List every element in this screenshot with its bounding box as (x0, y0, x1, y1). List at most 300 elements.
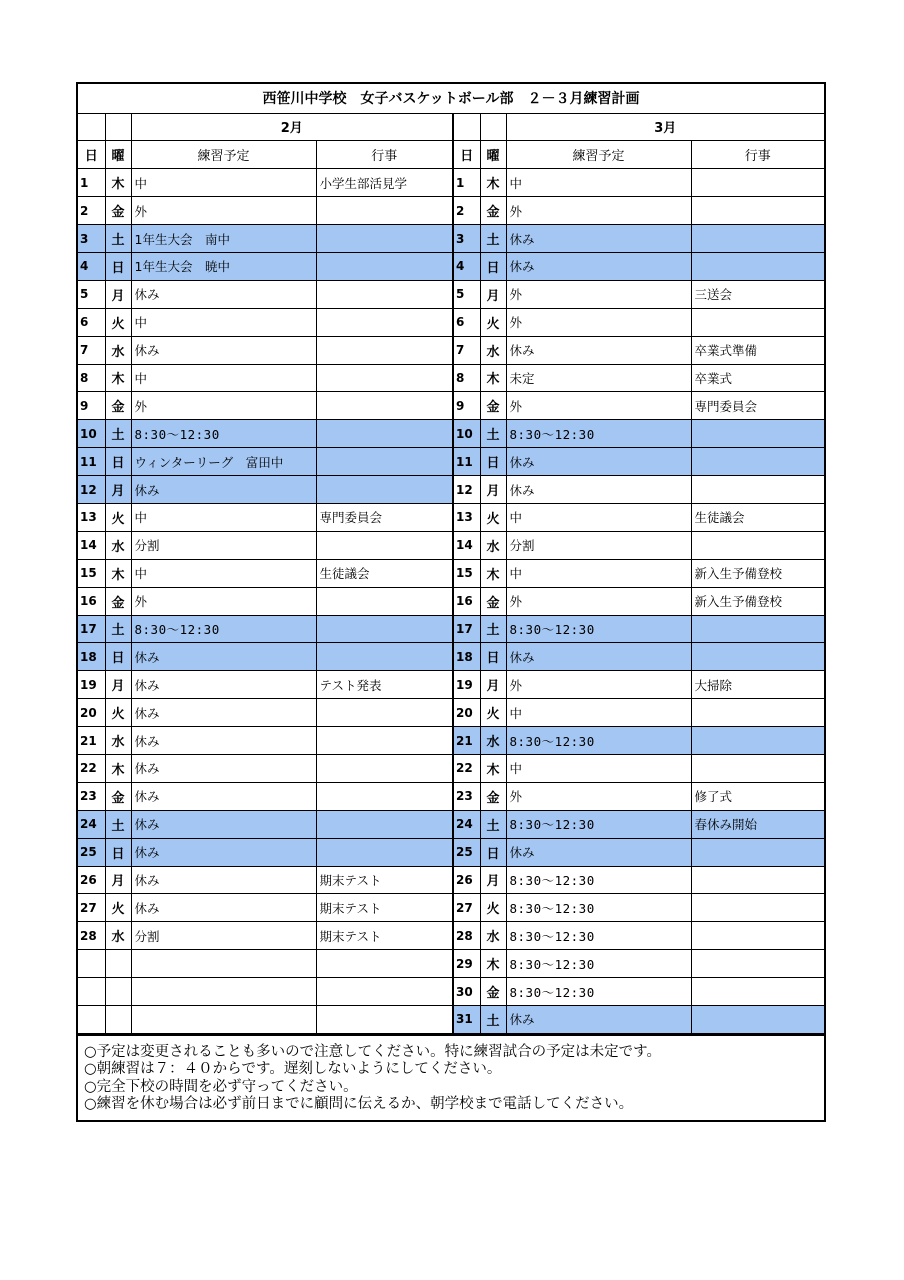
month-spacer (105, 113, 131, 141)
mar-event-cell (691, 448, 824, 476)
mar-day-cell: 20 (453, 699, 480, 727)
month-label-feb: 2月 (131, 113, 453, 141)
feb-plan-cell: 中 (131, 503, 316, 531)
feb-day-cell: 27 (78, 894, 105, 922)
note-line: ○朝練習は７：４０からです。遅刻しないようにしてください。 (84, 1061, 502, 1078)
mar-plan-cell: 分割 (506, 531, 691, 559)
feb-day-cell (78, 1006, 105, 1034)
table-row (78, 950, 824, 978)
feb-event-cell: 期末テスト (316, 894, 453, 922)
feb-day-cell: 25 (78, 838, 105, 866)
feb-day-cell: 6 (78, 308, 105, 336)
feb-weekday-cell: 月 (105, 280, 131, 308)
mar-weekday-cell: 木 (480, 364, 506, 392)
note-line: ○完全下校の時間を必ず守ってください。 (84, 1078, 358, 1095)
table-row (78, 615, 824, 643)
mar-weekday-cell: 木 (480, 559, 506, 587)
mar-weekday-cell: 月 (480, 280, 506, 308)
feb-weekday-cell: 水 (105, 531, 131, 559)
table-row (78, 308, 824, 336)
header-weekday: 曜 (480, 141, 506, 169)
mar-plan-cell: 外 (506, 782, 691, 810)
feb-weekday-cell (105, 1006, 131, 1034)
feb-day-cell: 28 (78, 922, 105, 950)
note-line: ○予定は変更されることも多いので注意してください。特に練習試合の予定は未定です。 (84, 1043, 661, 1060)
mar-plan-cell: 外 (506, 197, 691, 225)
mar-plan-cell: 休み (506, 643, 691, 671)
mar-weekday-cell: 土 (480, 225, 506, 253)
mar-day-cell: 17 (453, 615, 480, 643)
feb-plan-cell: 休み (131, 727, 316, 755)
note-line: ○練習を休む場合は必ず前日までに顧問に伝えるか、朝学校まで電話してください。 (84, 1096, 634, 1113)
table-row (78, 364, 824, 392)
mar-plan-cell: 外 (506, 308, 691, 336)
mar-day-cell: 6 (453, 308, 480, 336)
table-row (78, 894, 824, 922)
mar-plan-cell: 中 (506, 699, 691, 727)
mar-weekday-cell: 水 (480, 922, 506, 950)
feb-day-cell: 14 (78, 531, 105, 559)
mar-event-cell: 大掃除 (691, 671, 824, 699)
mar-plan-cell: 8:30～12:30 (506, 950, 691, 978)
feb-plan-cell: 中 (131, 364, 316, 392)
table-row (78, 978, 824, 1006)
feb-day-cell: 7 (78, 336, 105, 364)
feb-plan-cell: 休み (131, 643, 316, 671)
mar-day-cell: 10 (453, 420, 480, 448)
feb-weekday-cell: 土 (105, 615, 131, 643)
mar-weekday-cell: 金 (480, 587, 506, 615)
table-row (78, 838, 824, 866)
header-plan: 練習予定 (506, 141, 691, 169)
feb-event-cell (316, 754, 453, 782)
table-row (78, 727, 824, 755)
mar-event-cell (691, 699, 824, 727)
table-row (78, 420, 824, 448)
feb-day-cell (78, 978, 105, 1006)
feb-event-cell (316, 448, 453, 476)
mar-weekday-cell: 金 (480, 978, 506, 1006)
feb-plan-cell: 1年生大会 南中 (131, 225, 316, 253)
table-row (78, 392, 824, 420)
mar-weekday-cell: 水 (480, 727, 506, 755)
mar-weekday-cell: 木 (480, 169, 506, 197)
feb-plan-cell: 外 (131, 197, 316, 225)
mar-day-cell: 23 (453, 782, 480, 810)
mar-event-cell (691, 476, 824, 504)
feb-event-cell (316, 782, 453, 810)
feb-plan-cell: 休み (131, 810, 316, 838)
mar-day-cell: 21 (453, 727, 480, 755)
mar-event-cell: 卒業式準備 (691, 336, 824, 364)
mar-day-cell: 27 (453, 894, 480, 922)
mar-plan-cell: 中 (506, 559, 691, 587)
feb-plan-cell: 休み (131, 699, 316, 727)
feb-weekday-cell: 火 (105, 503, 131, 531)
feb-plan-cell (131, 978, 316, 1006)
feb-event-cell (316, 978, 453, 1006)
mar-weekday-cell: 水 (480, 336, 506, 364)
feb-weekday-cell: 火 (105, 894, 131, 922)
table-row (78, 448, 824, 476)
header-event: 行事 (316, 141, 453, 169)
feb-weekday-cell: 土 (105, 420, 131, 448)
table-row (78, 559, 824, 587)
feb-weekday-cell: 土 (105, 225, 131, 253)
mar-weekday-cell: 水 (480, 531, 506, 559)
feb-event-cell (316, 225, 453, 253)
feb-weekday-cell: 月 (105, 866, 131, 894)
mar-plan-cell: 外 (506, 671, 691, 699)
mar-day-cell: 15 (453, 559, 480, 587)
mar-event-cell: 修了式 (691, 782, 824, 810)
table-row (78, 280, 824, 308)
feb-event-cell (316, 810, 453, 838)
feb-plan-cell: ウィンターリーグ 富田中 (131, 448, 316, 476)
mar-weekday-cell: 木 (480, 754, 506, 782)
mar-event-cell (691, 197, 824, 225)
mar-day-cell: 26 (453, 866, 480, 894)
mar-day-cell: 22 (453, 754, 480, 782)
feb-weekday-cell: 日 (105, 448, 131, 476)
feb-plan-cell: 外 (131, 392, 316, 420)
feb-weekday-cell: 日 (105, 643, 131, 671)
mar-plan-cell: 休み (506, 476, 691, 504)
feb-event-cell: 専門委員会 (316, 503, 453, 531)
feb-day-cell: 15 (78, 559, 105, 587)
feb-plan-cell (131, 1006, 316, 1034)
mar-event-cell (691, 225, 824, 253)
feb-plan-cell: 1年生大会 暁中 (131, 252, 316, 280)
feb-event-cell (316, 476, 453, 504)
feb-event-cell (316, 838, 453, 866)
header-event: 行事 (691, 141, 824, 169)
feb-plan-cell: 休み (131, 336, 316, 364)
feb-event-cell (316, 1006, 453, 1034)
mar-plan-cell: 中 (506, 503, 691, 531)
mar-day-cell: 12 (453, 476, 480, 504)
mar-day-cell: 24 (453, 810, 480, 838)
feb-plan-cell: 休み (131, 894, 316, 922)
mar-day-cell: 5 (453, 280, 480, 308)
mar-event-cell: 新入生予備登校 (691, 559, 824, 587)
feb-day-cell: 16 (78, 587, 105, 615)
mar-plan-cell: 中 (506, 754, 691, 782)
mar-plan-cell: 8:30～12:30 (506, 922, 691, 950)
table-row (78, 782, 824, 810)
feb-event-cell (316, 420, 453, 448)
mar-plan-cell: 8:30～12:30 (506, 615, 691, 643)
mar-event-cell: 専門委員会 (691, 392, 824, 420)
feb-day-cell: 9 (78, 392, 105, 420)
mar-event-cell: 春休み開始 (691, 810, 824, 838)
feb-day-cell: 19 (78, 671, 105, 699)
feb-weekday-cell: 土 (105, 810, 131, 838)
feb-day-cell: 1 (78, 169, 105, 197)
mar-day-cell: 11 (453, 448, 480, 476)
feb-day-cell: 11 (78, 448, 105, 476)
mar-event-cell (691, 169, 824, 197)
feb-plan-cell: 8:30～12:30 (131, 615, 316, 643)
feb-day-cell: 5 (78, 280, 105, 308)
feb-weekday-cell: 木 (105, 754, 131, 782)
mar-day-cell: 3 (453, 225, 480, 253)
mar-weekday-cell: 日 (480, 252, 506, 280)
mar-day-cell: 8 (453, 364, 480, 392)
feb-event-cell (316, 587, 453, 615)
feb-weekday-cell: 火 (105, 308, 131, 336)
table-row (78, 1006, 824, 1034)
mar-event-cell (691, 531, 824, 559)
feb-event-cell (316, 197, 453, 225)
mar-plan-cell: 8:30～12:30 (506, 727, 691, 755)
mar-weekday-cell: 日 (480, 643, 506, 671)
mar-event-cell (691, 754, 824, 782)
feb-weekday-cell: 金 (105, 782, 131, 810)
feb-day-cell: 10 (78, 420, 105, 448)
feb-weekday-cell: 水 (105, 922, 131, 950)
mar-event-cell (691, 727, 824, 755)
month-label-mar: 3月 (506, 113, 824, 141)
mar-event-cell (691, 252, 824, 280)
mar-weekday-cell: 日 (480, 448, 506, 476)
table-row (78, 754, 824, 782)
mar-weekday-cell: 月 (480, 671, 506, 699)
feb-weekday-cell: 金 (105, 587, 131, 615)
mar-day-cell: 18 (453, 643, 480, 671)
feb-day-cell: 23 (78, 782, 105, 810)
feb-weekday-cell (105, 950, 131, 978)
mar-event-cell (691, 643, 824, 671)
mar-plan-cell: 外 (506, 587, 691, 615)
table-row (78, 922, 824, 950)
feb-day-cell: 20 (78, 699, 105, 727)
mar-weekday-cell: 月 (480, 866, 506, 894)
feb-event-cell (316, 336, 453, 364)
mar-weekday-cell: 木 (480, 950, 506, 978)
feb-day-cell: 26 (78, 866, 105, 894)
feb-day-cell (78, 950, 105, 978)
mar-plan-cell: 8:30～12:30 (506, 894, 691, 922)
feb-event-cell (316, 727, 453, 755)
feb-weekday-cell: 木 (105, 169, 131, 197)
mar-day-cell: 19 (453, 671, 480, 699)
mar-day-cell: 31 (453, 1006, 480, 1034)
feb-day-cell: 17 (78, 615, 105, 643)
feb-weekday-cell: 火 (105, 699, 131, 727)
mar-event-cell: 生徒議会 (691, 503, 824, 531)
mar-plan-cell: 休み (506, 336, 691, 364)
feb-plan-cell: 休み (131, 476, 316, 504)
mar-plan-cell: 中 (506, 169, 691, 197)
mar-day-cell: 2 (453, 197, 480, 225)
table-row (78, 336, 824, 364)
mar-plan-cell: 外 (506, 280, 691, 308)
mar-day-cell: 30 (453, 978, 480, 1006)
mar-day-cell: 13 (453, 503, 480, 531)
month-spacer (453, 113, 480, 141)
mar-plan-cell: 休み (506, 448, 691, 476)
table-row (78, 643, 824, 671)
feb-plan-cell (131, 950, 316, 978)
feb-weekday-cell (105, 978, 131, 1006)
feb-plan-cell: 中 (131, 308, 316, 336)
mar-event-cell (691, 950, 824, 978)
mar-weekday-cell: 土 (480, 1006, 506, 1034)
mar-day-cell: 16 (453, 587, 480, 615)
mar-day-cell: 14 (453, 531, 480, 559)
feb-event-cell: 期末テスト (316, 866, 453, 894)
feb-event-cell (316, 280, 453, 308)
mar-event-cell (691, 838, 824, 866)
feb-weekday-cell: 月 (105, 671, 131, 699)
mar-day-cell: 29 (453, 950, 480, 978)
feb-weekday-cell: 月 (105, 476, 131, 504)
feb-day-cell: 18 (78, 643, 105, 671)
mar-plan-cell: 8:30～12:30 (506, 978, 691, 1006)
table-row (78, 169, 824, 197)
mar-day-cell: 4 (453, 252, 480, 280)
mar-plan-cell: 8:30～12:30 (506, 420, 691, 448)
mar-weekday-cell: 火 (480, 894, 506, 922)
table-row (78, 503, 824, 531)
header-weekday: 曜 (105, 141, 131, 169)
feb-weekday-cell: 木 (105, 559, 131, 587)
mar-weekday-cell: 金 (480, 197, 506, 225)
feb-weekday-cell: 水 (105, 336, 131, 364)
feb-weekday-cell: 金 (105, 197, 131, 225)
table-row (78, 699, 824, 727)
header-plan: 練習予定 (131, 141, 316, 169)
mar-day-cell: 28 (453, 922, 480, 950)
mar-event-cell (691, 308, 824, 336)
mar-weekday-cell: 土 (480, 420, 506, 448)
mar-event-cell (691, 866, 824, 894)
feb-plan-cell: 休み (131, 754, 316, 782)
feb-event-cell: 期末テスト (316, 922, 453, 950)
mar-weekday-cell: 金 (480, 392, 506, 420)
mar-event-cell: 新入生予備登校 (691, 587, 824, 615)
table-row (78, 866, 824, 894)
table-row (78, 810, 824, 838)
feb-event-cell (316, 308, 453, 336)
feb-plan-cell: 休み (131, 280, 316, 308)
mar-day-cell: 9 (453, 392, 480, 420)
feb-plan-cell: 外 (131, 587, 316, 615)
mar-day-cell: 7 (453, 336, 480, 364)
feb-event-cell (316, 950, 453, 978)
mar-plan-cell: 8:30～12:30 (506, 810, 691, 838)
feb-day-cell: 8 (78, 364, 105, 392)
schedule-title: 西笹川中学校 女子バスケットボール部 ２－３月練習計画 (78, 84, 824, 113)
table-row (78, 476, 824, 504)
schedule-table (78, 84, 824, 1034)
header-day: 日 (78, 141, 105, 169)
table-row (78, 531, 824, 559)
month-spacer (78, 113, 105, 141)
feb-day-cell: 12 (78, 476, 105, 504)
mar-day-cell: 25 (453, 838, 480, 866)
feb-day-cell: 4 (78, 252, 105, 280)
feb-day-cell: 2 (78, 197, 105, 225)
mar-event-cell (691, 978, 824, 1006)
feb-event-cell (316, 252, 453, 280)
mar-weekday-cell: 火 (480, 699, 506, 727)
mar-weekday-cell: 火 (480, 503, 506, 531)
feb-plan-cell: 休み (131, 671, 316, 699)
mar-plan-cell: 8:30～12:30 (506, 866, 691, 894)
feb-plan-cell: 休み (131, 782, 316, 810)
feb-weekday-cell: 日 (105, 252, 131, 280)
feb-plan-cell: 中 (131, 169, 316, 197)
feb-plan-cell: 休み (131, 866, 316, 894)
mar-event-cell (691, 1006, 824, 1034)
table-row (78, 225, 824, 253)
mar-plan-cell: 未定 (506, 364, 691, 392)
mar-event-cell (691, 922, 824, 950)
mar-weekday-cell: 土 (480, 810, 506, 838)
mar-plan-cell: 休み (506, 225, 691, 253)
table-row (78, 197, 824, 225)
table-row (78, 671, 824, 699)
feb-day-cell: 13 (78, 503, 105, 531)
mar-plan-cell: 休み (506, 838, 691, 866)
feb-weekday-cell: 水 (105, 727, 131, 755)
feb-weekday-cell: 木 (105, 364, 131, 392)
table-row (78, 587, 824, 615)
feb-event-cell: 生徒議会 (316, 559, 453, 587)
feb-day-cell: 24 (78, 810, 105, 838)
header-day: 日 (453, 141, 480, 169)
feb-day-cell: 21 (78, 727, 105, 755)
mar-day-cell: 1 (453, 169, 480, 197)
feb-day-cell: 3 (78, 225, 105, 253)
feb-plan-cell: 8:30～12:30 (131, 420, 316, 448)
mar-event-cell (691, 420, 824, 448)
mar-weekday-cell: 火 (480, 308, 506, 336)
mar-event-cell (691, 615, 824, 643)
feb-event-cell (316, 615, 453, 643)
table-row (78, 252, 824, 280)
notes-section (78, 1034, 824, 1120)
feb-event-cell: テスト発表 (316, 671, 453, 699)
mar-event-cell: 三送会 (691, 280, 824, 308)
mar-plan-cell: 休み (506, 1006, 691, 1034)
feb-weekday-cell: 日 (105, 838, 131, 866)
feb-plan-cell: 分割 (131, 531, 316, 559)
mar-event-cell (691, 894, 824, 922)
mar-weekday-cell: 土 (480, 615, 506, 643)
mar-plan-cell: 外 (506, 392, 691, 420)
feb-plan-cell: 分割 (131, 922, 316, 950)
feb-event-cell (316, 643, 453, 671)
feb-plan-cell: 休み (131, 838, 316, 866)
mar-weekday-cell: 日 (480, 838, 506, 866)
feb-event-cell (316, 699, 453, 727)
feb-event-cell (316, 392, 453, 420)
practice-schedule-sheet (76, 82, 826, 1122)
month-spacer (480, 113, 506, 141)
feb-event-cell (316, 531, 453, 559)
mar-weekday-cell: 月 (480, 476, 506, 504)
feb-event-cell: 小学生部活見学 (316, 169, 453, 197)
feb-plan-cell: 中 (131, 559, 316, 587)
feb-day-cell: 22 (78, 754, 105, 782)
feb-weekday-cell: 金 (105, 392, 131, 420)
feb-event-cell (316, 364, 453, 392)
mar-event-cell: 卒業式 (691, 364, 824, 392)
mar-plan-cell: 休み (506, 252, 691, 280)
